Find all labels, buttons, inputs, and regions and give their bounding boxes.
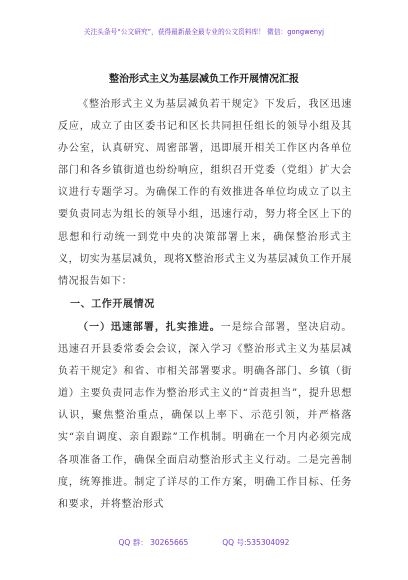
- subsection-heading: （一）迅速部署，扎实推进。: [78, 321, 221, 333]
- intro-paragraph: 《整治形式主义为基层减负若干规定》下发后，我区迅速反应，成立了由区委书记和区长共同担任组长的领导小组及其办公室，认真研究、周密部署，迅即展开相关工作区内各单位部门和各乡镇街道也纷纷响应，组织召开党委（党组）扩大会议进行专题学习。为确保工作的有效推进各单位均成立了以主要负责同志为组长的领导小组，迅速行动，努力将全区上下的思想和行动统一到党中央的决策部署上来，确保整治形式主义，切实为基层减负，现将X整治形式主义为基层减负工作开展情况报告如下：: [58, 99, 352, 287]
- promo-banner: 关注头条号“公文研究”，获得最新最全最专业的公文资料库！ 微信：gongwenyj: [83, 28, 325, 36]
- document-body: [58, 94, 352, 516]
- subsection-paragraph: [58, 317, 352, 516]
- section-heading: 一、工作开展情况: [70, 298, 155, 310]
- subsection-body: 一是综合部署，坚决启动。迅速召开县委常委会会议，深入学习《整治形式主义为基层减负若干规定》和省、市相关部署要求。明确各部门、乡镇（街道）主要负责同志作为整治形式主义的“首责担当”，提升思想认识，聚焦整治重点，确保以上率下、示范引领，并严格落实“亲自调度、亲自跟踪”工作机制。明确在一个月内必须完成各项准备工作，确保全面启动整治形式主义行动。二是完善制度，统筹推进。制定了详尽的工作方案，明确工作目标、任务和要求，并将整治形式: [58, 321, 352, 510]
- qq-number: QQ 号:535304092: [222, 538, 290, 547]
- footer-contact: [0, 537, 408, 548]
- document-title: 整治形式主义为基层减负工作开展情况汇报: [109, 74, 299, 85]
- qq-group: QQ 群： 30265665: [118, 538, 189, 547]
